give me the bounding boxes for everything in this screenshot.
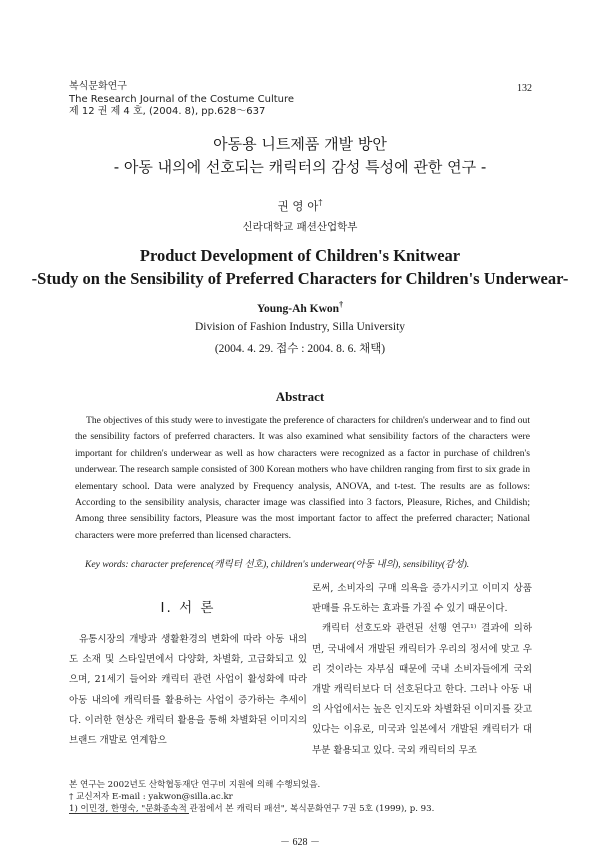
footnote-corresponding: † 교신저자 E-mail : yakwon@silla.ac.kr <box>69 792 233 802</box>
author-en-mark: † <box>339 300 344 309</box>
journal-header <box>69 81 294 119</box>
journal-volume: 제 12 권 제 4 호, (2004. 8), pp.628～637 <box>69 106 266 117</box>
author-ko-mark: † <box>318 198 323 208</box>
left-column-paragraph: 유통시장의 개방과 생활환경의 변화에 따라 아동 내의도 소재 및 스타일면에서 다양화, 차별화, 고급화되고 있으며, 21세기 들어와 캐릭터 관련 사업이 활성화에 따라 아동 내의에 캐릭터를 활용하는 사업이 증가하는 추세이다. 이러한 현상은 캐릭터 활용을 통해 차별화된 이미지의 브랜드 개발로 연계함으 <box>69 634 307 747</box>
title-en-main: Product Development of Children's Knitwear <box>139 246 461 265</box>
author-en <box>0 300 600 315</box>
author-ko-name: 권 영 아 <box>277 199 319 213</box>
right-column-paragraph-2: 캐릭터 선호도와 관련된 선행 연구¹⁾ 결과에 의하면, 국내에서 개발된 캐릭터가 우리의 정서에 맞고 우리 것이라는 자부심 때문에 국내 소비자들에게 국외 개발 캐릭터보다 더 선호된다고 한다. 그러나 아동 내의 사업에서는 높은 인지도와 차별화된 이미지를 갖고 있다는 이유로, 미국과 일본에서 개발된 캐릭터가 대부분 활용되고 있다. 국외 캐릭터의 무조 <box>312 623 533 756</box>
abstract-heading: Abstract <box>275 389 325 404</box>
journal-name-ko: 복식문화연구 <box>69 81 127 92</box>
right-column <box>312 579 532 761</box>
title-ko-main: 아동용 니트제품 개발 방안 <box>213 135 387 153</box>
title-en-sub: -Study on the Sensibility of Preferred Characters for Children's Underwear- <box>31 269 569 288</box>
abstract-body: The objectives of this study were to investigate the preference of characters for children's underwear and to find out the sensibility factors of preferred characters. It was also examined what sensibility factors of the characters were important for children's underwear as well as how characters were recognized as a factor in purchase of children's underwear. The research sample consisted of 300 Korean mothers who have children ranging from first to six grade in elementary school. Data were analyzed by Frequency analysis, ANOVA, and t-test. The results are as follows: According to the sensibility analysis, character image was classified into 3 factors, Pleasure, Riches, and Childish; Among three sensibility factors, Pleasure was the most important factor to affect the preferred character; National characters were more preferred than licensed characters. <box>75 415 530 541</box>
right-column-paragraph-1: 로써, 소비자의 구매 의욕을 증가시키고 이미지 상품 판매를 유도하는 효과를 가질 수 있기 때문이다. <box>312 583 532 615</box>
author-en-affiliation: Division of Fashion Industry, Silla University <box>194 321 406 333</box>
author-ko <box>0 198 600 214</box>
keywords: Key words: character preference(캐릭터 선호), children's underwear(아동 내의), sensibility(감성). <box>85 559 470 570</box>
journal-name-en: The Research Journal of the Costume Culture <box>69 93 295 105</box>
left-column <box>69 630 307 751</box>
section-heading-introduction: Ⅰ. 서 론 <box>160 600 216 616</box>
page-number-top: 132 <box>517 83 532 94</box>
footnote-ref-1: 1) 이민경, 한명숙, "문화종속적 관점에서 본 캐릭터 패션", 복식문화연구 7권 5호 (1999), p. 93. <box>69 804 435 814</box>
author-en-name: Young-Ah Kwon <box>256 302 340 315</box>
footnote-funding: 본 연구는 2002년도 산학협동재단 연구비 지원에 의해 수행되었음. <box>69 780 321 790</box>
received-dates: (2004. 4. 29. 접수 : 2004. 8. 6. 채택) <box>214 343 386 355</box>
author-ko-affiliation: 신라대학교 패션산업학부 <box>242 221 358 233</box>
page-number-bottom: － 628 － <box>280 837 320 848</box>
title-ko-sub: - 아동 내의에 선호되는 캐릭터의 감성 특성에 관한 연구 - <box>113 158 487 176</box>
